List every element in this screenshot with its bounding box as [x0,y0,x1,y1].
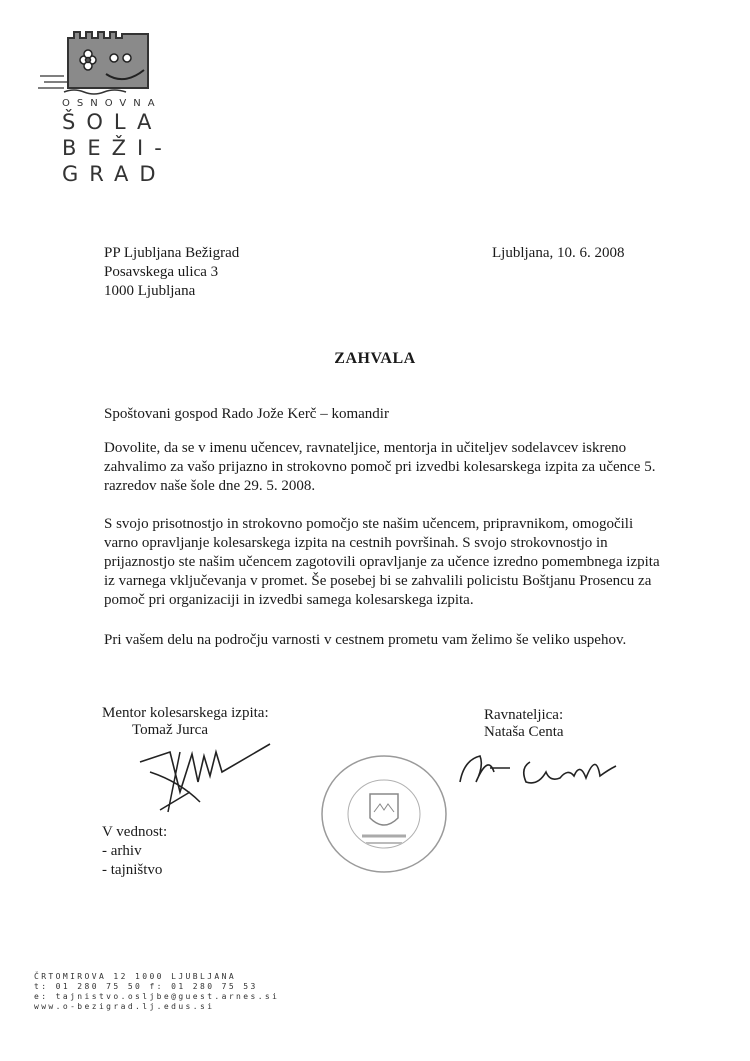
principal-title: Ravnateljica: [484,707,564,723]
paragraph-line: zahvalimo za vašo prijazno in strokovno pomoč pri izvedbi kolesarskega izpita za učence 5. [104,459,656,475]
salutation: Spoštovani gospod Rado Jože Kerč – komandir [104,406,389,422]
paragraph-1 [104,439,664,496]
footer-address: ČRTOMIROVA 12 1000 LJUBLJANA [34,972,237,981]
school-logo-icon [34,26,164,98]
paragraph-line: pomoč pri organizaciji in izvedbi samega kolesarskega izpita. [104,592,474,608]
letter-title: ZAHVALA [334,350,416,367]
recipient-city: 1000 Ljubljana [104,283,196,299]
school-name-line4: GRAD [62,162,167,186]
footer-contact [34,972,279,1012]
mentor-signature-icon [120,732,290,822]
paragraph-2 [104,515,664,610]
recipient-name: PP Ljubljana Bežigrad [104,245,240,261]
cc-heading: V vednost: [102,824,168,840]
principal-name: Nataša Centa [484,724,564,740]
cc-item: - tajništvo [102,862,163,878]
paragraph-line: Dovolite, da se v imenu učencev, ravnateljice, mentorja in učiteljev sodelavcev iskreno [104,440,627,456]
cc-item: - arhiv [102,843,142,859]
paragraph-line: Pri vašem delu na področju varnosti v cestnem prometu vam želimo še veliko uspehov. [104,632,627,648]
paragraph-line: razredov naše šole dne 29. 5. 2008. [104,478,316,494]
school-name-line2: ŠOLA [62,110,163,134]
letter-date: Ljubljana, 10. 6. 2008 [492,245,625,261]
mentor-title: Mentor kolesarskega izpita: [102,705,269,721]
school-name-line3: BEŽI- [62,136,173,160]
paragraph-line: prijaznostjo ste našim učencem zagotovili opravljanje za učence izredno pomembnega izpita [104,554,660,570]
principal-signature-icon [450,742,630,796]
school-name-line1: OSNOVNA [62,98,162,109]
cc-list [102,823,167,880]
footer-web: www.o-bezigrad.lj.edus.si [34,1002,215,1011]
recipient-address [104,244,239,301]
paragraph-line: iz varnega vključevanja v promet. Še posebej bi se zahvalili policistu Boštjanu Prosencu za [104,573,652,589]
paragraph-line: S svojo prisotnostjo in strokovno pomočjo ste našim učencem, pripravnikom, omogočili [104,516,634,532]
paragraph-line: varno opravljanje kolesarskega izpita na cestnih površinah. S svojo strokovnostjo in [104,535,608,551]
school-name [62,98,173,187]
mentor-name: Tomaž Jurca [132,722,208,738]
school-stamp-icon [312,748,462,878]
footer-phone: t: 01 280 75 50 f: 01 280 75 53 [34,982,258,991]
footer-email: e: tajnistvo.osljbe@guest.arnes.si [34,992,280,1001]
recipient-street: Posavskega ulica 3 [104,264,219,280]
paragraph-3 [104,631,664,650]
